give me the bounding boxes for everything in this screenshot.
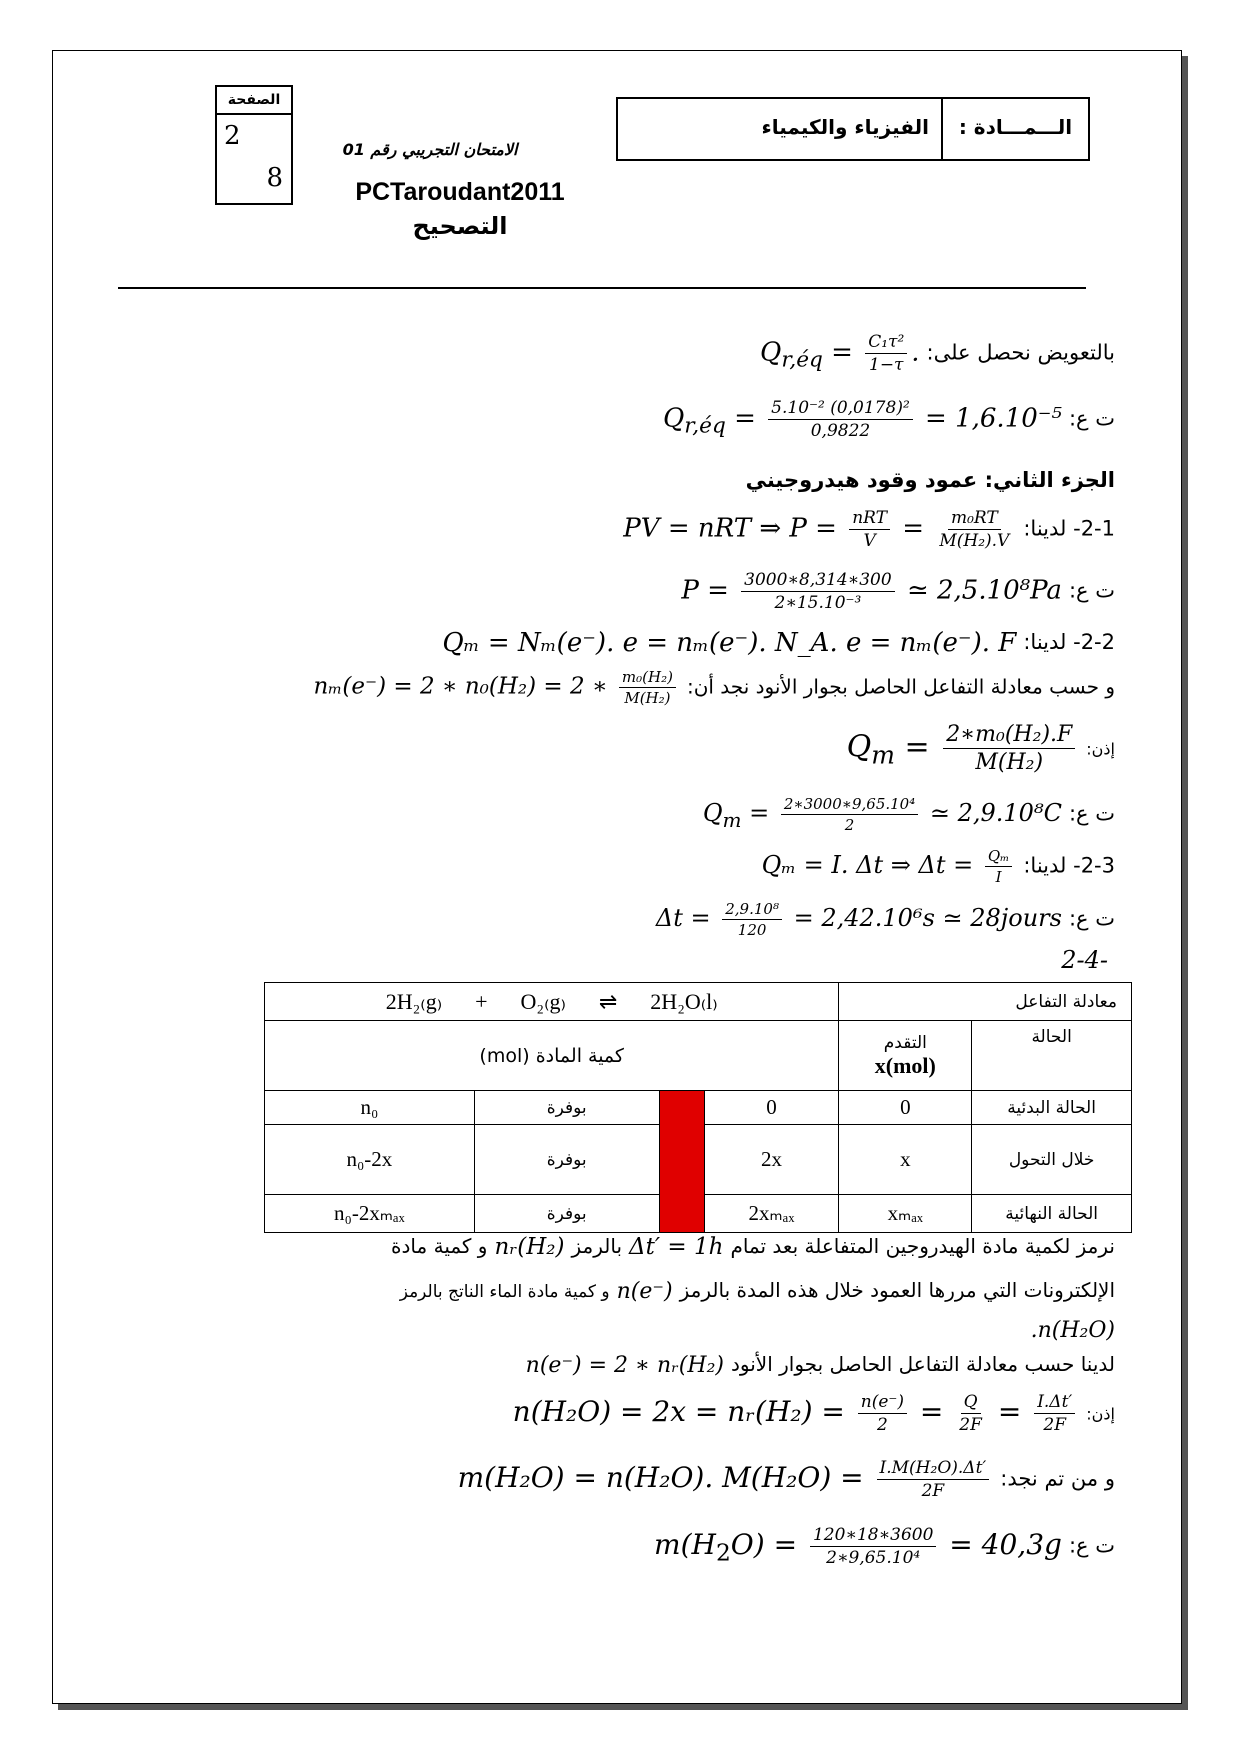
mh2o-line: و من تم نجد: m(H₂O) = n(H₂O). M(H₂O) = $\frac{\text{I.M(H₂O).Δt′}}{2F}$ [457,1458,1115,1501]
reaction-equation: 2H₂₍g₎ + O₂₍g₎ ⇌ 2H₂O₍l₎ [265,983,839,1021]
dt-value: Δt = $\frac{\text{2,9.10⁸}}{120}$ = 2,42.10⁶s ≃ 28jours [655,900,1062,939]
exam-title: الامتحان التجريبي رقم 01 [342,140,518,159]
table-row: n₀-2xₘₐₓ بوفرة 2xₘₐₓ xₘₐₓ الحالة النهائية [265,1195,1132,1233]
dt-value-line: ت ع: Δt = $\frac{\text{2,9.10⁸}}{120}$ = 2,42.10⁶s ≃ 28jours [655,900,1115,939]
qm-formula: Qₘ = Nₘ(e⁻). e = nₘ(e⁻). N_A. e = nₘ(e⁻). F [442,628,1017,658]
para-line-1: نرمز لكمية مادة الهيدروجين المتفاعلة بعد تمام Δt′ = 1h بالرمز nᵣ(H₂) و كمية مادة [391,1234,1115,1260]
pv-formula: PV = nRT ⇒ P = nRT V = $\frac{\text{m₀RT}}{\text{M(H₂).V}}$ [623,508,1010,551]
qr-eq-value: $Q_{r,éq}$ = $\frac{\text{5.10⁻² (0,0178)²}}{0,9822}$ = 1,6.10⁻⁵ [662,398,1062,441]
progress-header: التقدم x(mol) [839,1021,972,1091]
qm-result: $Q_m$ = $\frac{\text{2∗m₀(H₂).F}}{\text{M(H₂)}}$ [847,722,1080,775]
qr-eq-formula-line: بالتعويض نحصل على: $Q_{r,éq}$ = $\frac{\text{C₁τ²}}{1-\tau}$ . [760,332,1115,375]
correction-title: التصحيح [412,212,508,240]
qm-value: $Q_m$ = $\frac{\text{2∗3000∗9,65.10⁴}}{2}$ ≃ 2,9.10⁸C [702,795,1062,834]
subject-key: الـــمـــادة : [941,99,1088,159]
part2-title: الجزء الثاني: عمود وقود هيدروجيني [745,468,1115,492]
page-total: 8 [266,163,283,193]
table-row: n₀-2x بوفرة 2x x خلال التحول [265,1125,1132,1195]
page-number: 2 [224,121,241,151]
dt-formula: Qₘ = I. Δt ⇒ Δt = $\frac{\text{Qₘ}}{I}$ [762,847,1017,886]
amount-label: كمية المادة (mol) [265,1021,839,1091]
q22-line: 2-2- لدينا: Qₘ = Nₘ(e⁻). e = nₘ(e⁻). N_A. e = nₘ(e⁻). F [442,628,1115,658]
p-value-line: ت ع: P = $\frac{3000∗8,314∗300}{\text{2∗15.10⁻³}}$ ≃ 2,5.10⁸Pa [681,570,1115,613]
table-row: n₀ بوفرة 0 0 الحالة البدئية [265,1091,1132,1125]
school-name: PCTaroudant2011 [355,178,565,206]
subject-box [616,97,1090,161]
anode-line: و حسب معادلة التفاعل الحاصل بجوار الأنود نجد أن: nₘ(e⁻) = 2 ∗ n₀(H₂) = 2 ∗ $\frac{\text{m₀(H₂)}}{\text{M(H₂)}}$ [313,668,1115,707]
qm-result-line: إذن: $Q_m$ = $\frac{\text{2∗m₀(H₂).F}}{\text{M(H₂)}}$ [846,722,1115,775]
equation-label: معادلة التفاعل [839,983,1132,1021]
qr-eq-value-line: ت ع: $Q_{r,éq}$ = $\frac{\text{5.10⁻² (0,0178)²}}{0,9822}$ = 1,6.10⁻⁵ [662,398,1115,441]
para-line-3: .n(H₂O) [1030,1317,1115,1343]
mh2o-value: $m(H_2O)$ = $\frac{120∗18∗3600}{\text{2∗9,65.10⁴}}$ = 40,3g [654,1525,1062,1568]
nh2o-line: إذن: n(H₂O) = 2x = nᵣ(H₂) = $\frac{n(e^-)}{2}$ = $\frac{Q}{2F}$ = $\frac{I.\Delta t'}{2F}$ [512,1392,1115,1435]
q23-line: 2-3- لدينا: Qₘ = I. Δt ⇒ Δt = $\frac{\text{Qₘ}}{I}$ [761,847,1115,886]
mh2o-value-line: ت ع: $m(H_2O)$ = $\frac{120∗18∗3600}{\text{2∗9,65.10⁴}}$ = 40,3g [654,1525,1115,1568]
qm-value-line: ت ع: $Q_m$ = $\frac{\text{2∗3000∗9,65.10⁴}}{2}$ ≃ 2,9.10⁸C [702,795,1115,834]
excess-cell [659,1091,704,1233]
nh2o-formula: n(H₂O) = 2x = nᵣ(H₂) = $\frac{n(e^-)}{2}$ = $\frac{Q}{2F}$ = $\frac{I.\Delta t'}{2F}$ [513,1392,1080,1435]
q24-label: 2-4- [1061,946,1108,974]
q21-line: 2-1- لدينا: PV = nRT ⇒ P = nRT V = $\frac{\text{m₀RT}}{\text{M(H₂).V}}$ [623,508,1115,551]
qr-eq-formula: $Q_{r,éq}$ = $\frac{\text{C₁τ²}}{1-\tau}$ . [760,332,920,375]
progress-table [264,982,1132,1233]
state-header: الحالة [972,1021,1132,1091]
mh2o-formula: m(H₂O) = n(H₂O). M(H₂O) = $\frac{\text{I.M(H₂O).Δt′}}{2F}$ [458,1458,994,1501]
subject-value: الفيزياء والكيمياء [761,115,929,139]
nm-formula: nₘ(e⁻) = 2 ∗ n₀(H₂) = 2 ∗ $\frac{\text{m₀(H₂)}}{\text{M(H₂)}}$ [313,668,680,707]
p-value: P = $\frac{3000∗8,314∗300}{\text{2∗15.10⁻³}}$ ≃ 2,5.10⁸Pa [681,570,1062,613]
para-line-4: لدينا حسب معادلة التفاعل الحاصل بجوار الأنود n(e⁻) = 2 ∗ nᵣ(H₂) [525,1352,1115,1378]
para-line-2: الإلكترونات التي مررها العمود خلال هذه المدة بالرمز n(e⁻) و كمية مادة الماء الناتج بالرمز [399,1278,1115,1304]
page-number-box [215,85,293,205]
header-divider [118,287,1086,289]
page-label: الصفحة [217,87,291,115]
